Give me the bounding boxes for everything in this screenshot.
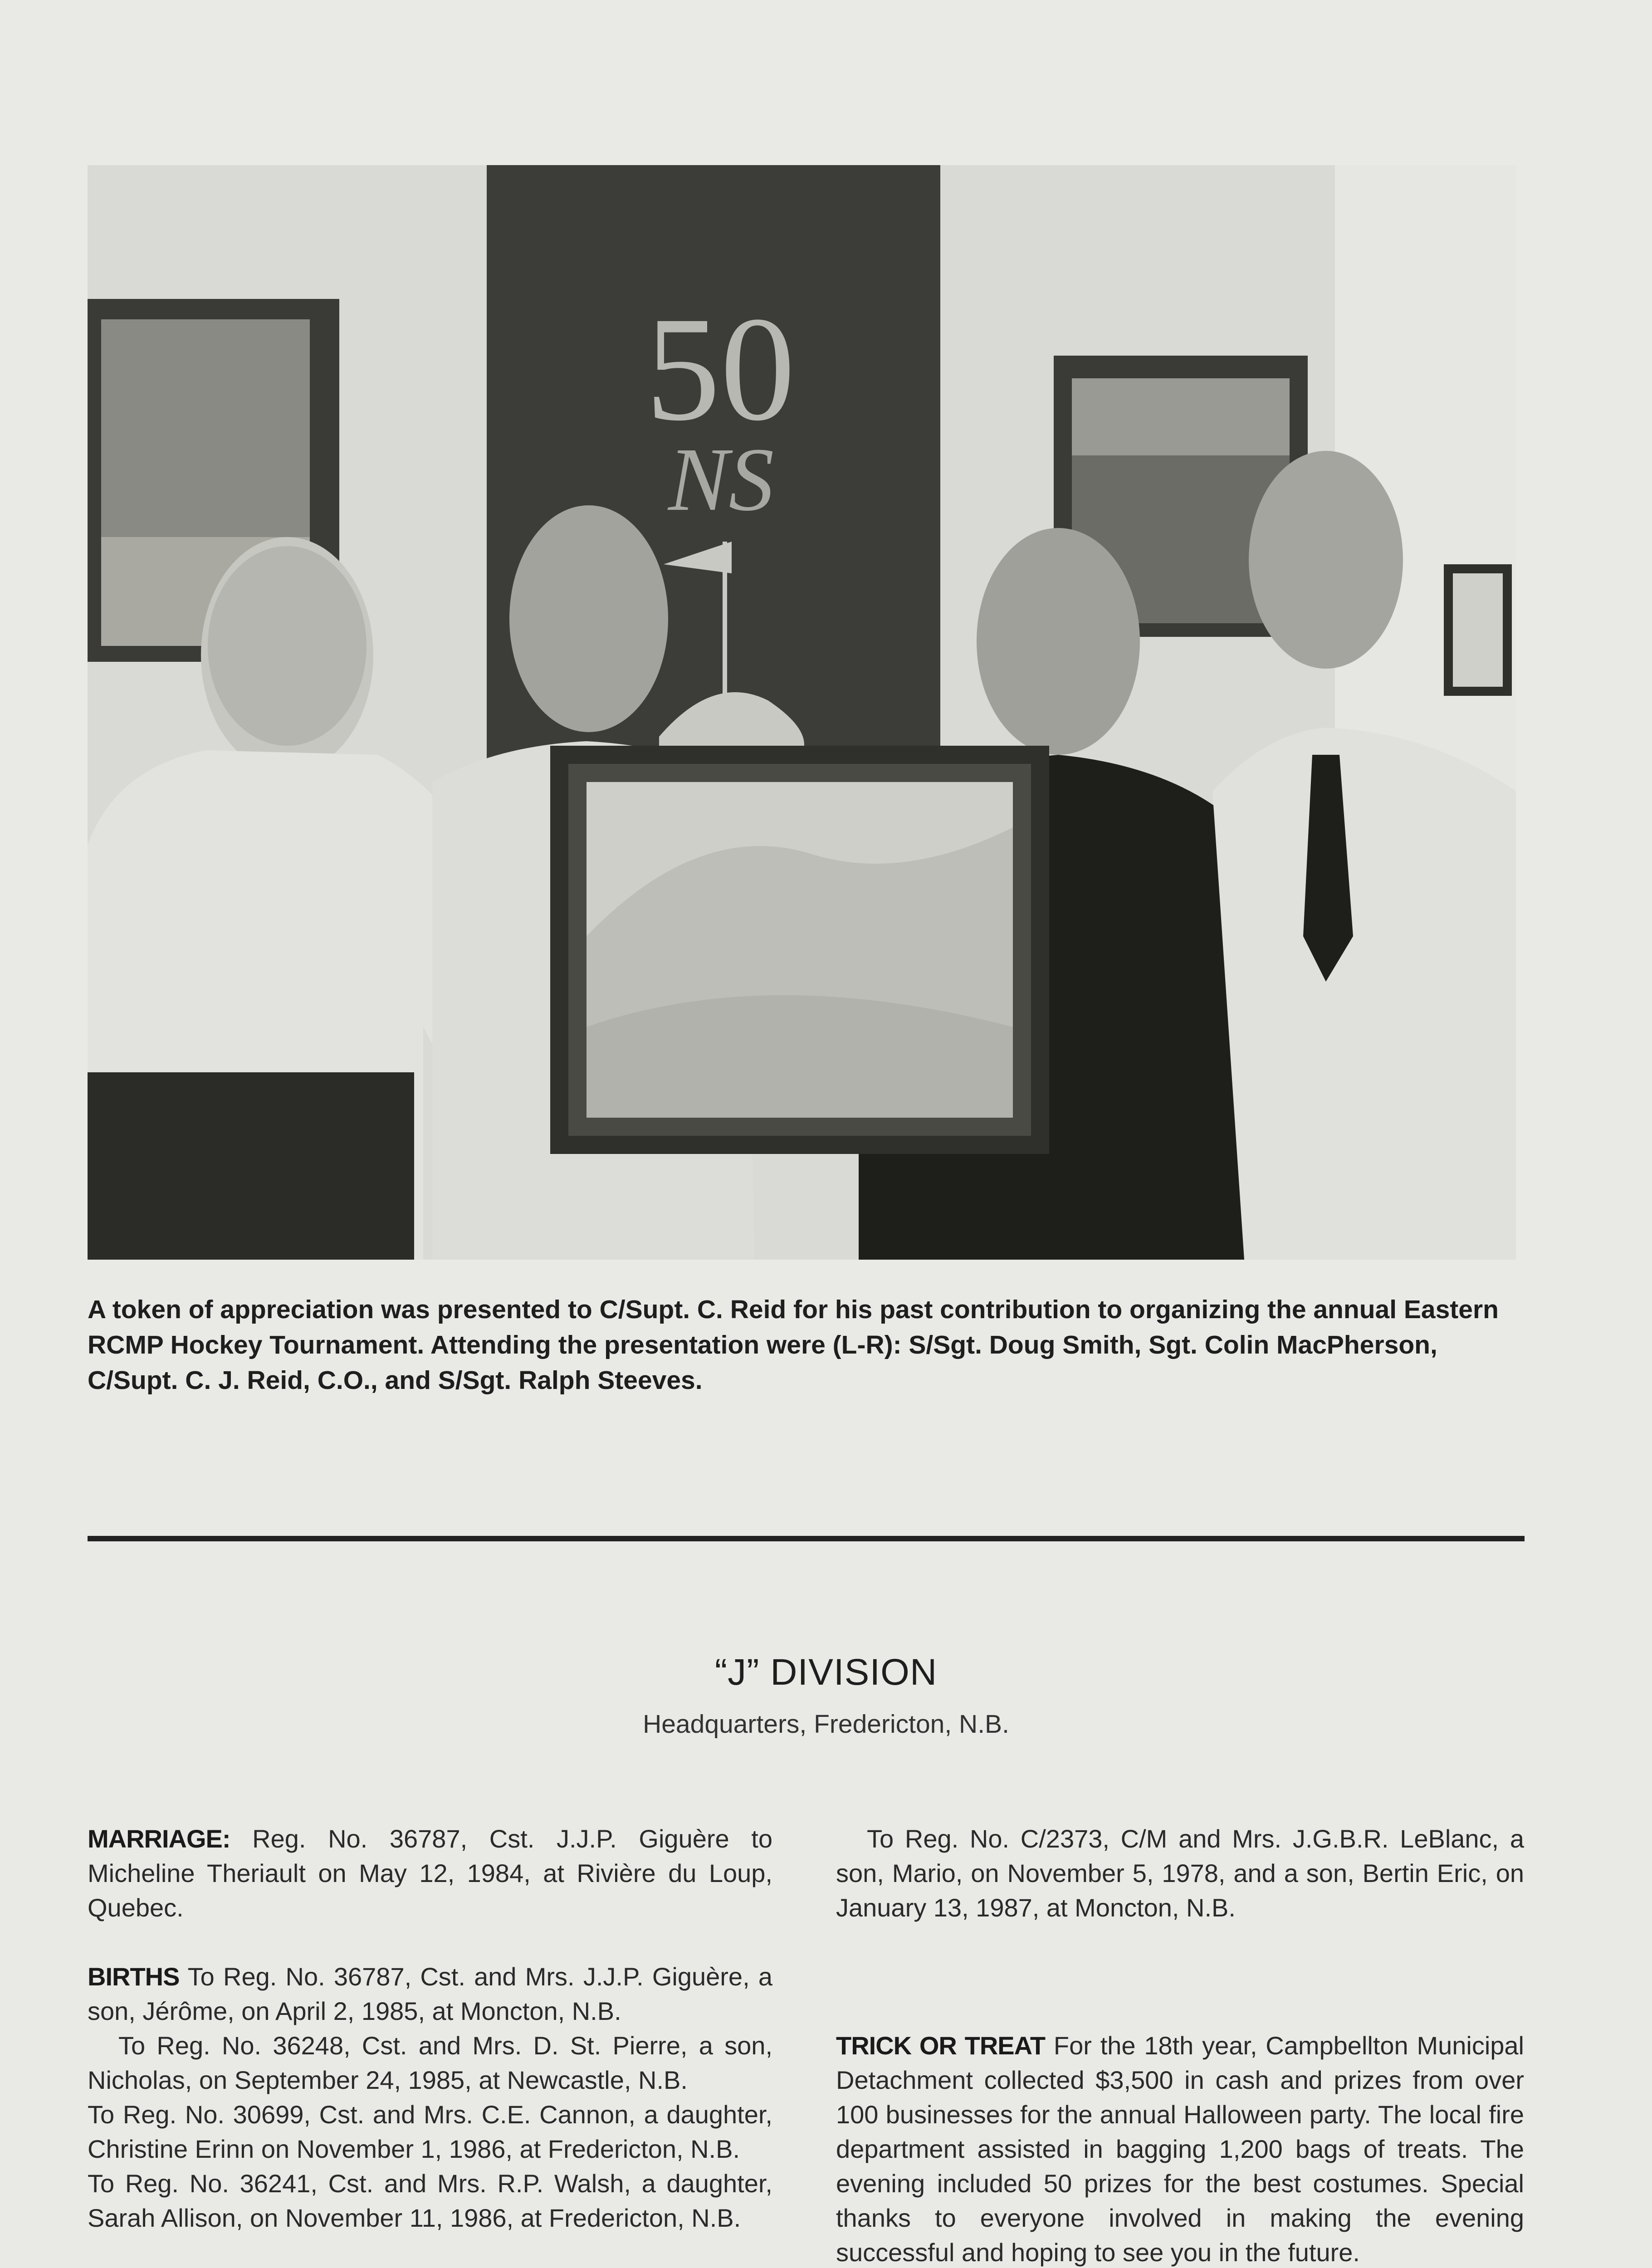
birth-entry: To Reg. No. 30699, Cst. and Mrs. C.E. Cannon, a daughter, Christine Erinn on November 1, 1986, at Fredericton, N.B. [88,2100,772,2163]
births-heading: BIRTHS [88,1962,180,1991]
section-divider [88,1536,1525,1541]
marriage-heading: MARRIAGE: [88,1824,230,1853]
section-title: “J” DIVISION [714,1652,938,1693]
marriage-paragraph [88,1822,772,1925]
birth-entry-continued: To Reg. No. C/2373, C/M and Mrs. J.G.B.R. LeBlanc, a son, Mario, on November 5, 1978, and a son, Bertin Eric, on January 13, 1987, at Moncton, N.B. [836,1824,1524,1922]
trick-or-treat-paragraph [836,2028,1524,2268]
left-column [88,1822,772,2235]
marriage-text: Reg. No. 36787, Cst. J.J.P. Giguère to Micheline Theriault on May 12, 1984, at Rivière du Loup, Quebec. [88,1824,772,1922]
photo-caption: A token of appreciation was presented to C/Supt. C. Reid for his past contribution to organizing the annual Eastern RCMP Hockey Tournament. Attending the presentation were (L-R): S/Sgt. Doug Smith, Sgt. Colin MacPherson, C/Supt. C. J. Reid, C.O., and S/Sgt. Ralph Steeves. [88,1295,1499,1395]
birth-entry: To Reg. No. 36248, Cst. and Mrs. D. St. Pierre, a son, Nicholas, on September 24, 1985, at Newcastle, N.B. [88,2031,772,2094]
right-column [836,1822,1524,2268]
birth-entry: To Reg. No. 36241, Cst. and Mrs. R.P. Walsh, a daughter, Sarah Allison, on November 11, 1986, at Fredericton, N.B. [88,2169,772,2232]
births-paragraph [88,1960,772,2028]
births-text: To Reg. No. 36787, Cst. and Mrs. J.J.P. Giguère, a son, Jérôme, on April 2, 1985, at Moncton, N.B. [88,1962,772,2025]
trick-or-treat-heading: TRICK OR TREAT [836,2031,1046,2060]
photo-illustration [88,165,1516,1260]
banner-numeral: 50 [645,286,795,452]
banner-monogram: NS [668,430,774,530]
presentation-photo [88,165,1516,1260]
trick-or-treat-text: For the 18th year, Campbellton Municipal Detachment collected $3,500 in cash and prizes from over 100 businesses for the annual Halloween party. The local fire department assisted in bagging 1,200 bags of treats. The evening included 50 prizes for the best costumes. Special thanks to everyone involved in making the evening successful and hoping to see you in the future. [836,2031,1524,2267]
section-subtitle: Headquarters, Fredericton, N.B. [643,1710,1009,1739]
